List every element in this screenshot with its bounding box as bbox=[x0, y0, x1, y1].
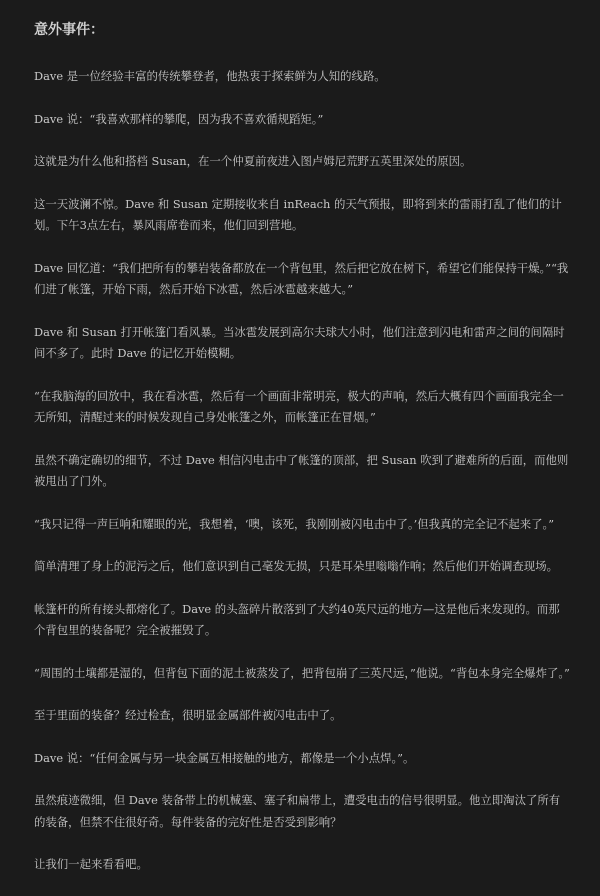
paragraph: 至于里面的装备？经过检查，很明显金属部件被闪电击中了。 bbox=[34, 708, 342, 722]
paragraph: Dave 是一位经验丰富的传统攀登者，他热衷于探索鲜为人知的线路。 bbox=[34, 69, 386, 83]
paragraph: “在我脑海的回放中，我在看冰雹，然后有一个画面非常明亮，极大的声响，然后大概有四个画面我完全一无所知，清醒过来的时候发现自己身处帐篷之外，而帐篷正在冒烟。” bbox=[34, 388, 564, 424]
paragraph: Dave 和 Susan 打开帐篷门看风暴。当冰雹发展到高尔夫球大小时，他们注意到闪电和雷声之间的间隔时间不多了。此时 Dave 的记忆开始模糊。 bbox=[34, 324, 565, 360]
paragraph: “我只记得一声巨响和耀眼的光，我想着，‘噢，该死，我刚刚被闪电击中了。’但我真的完全记不起来了。” bbox=[34, 516, 555, 531]
paragraph: 这一天波澜不惊。Dave 和 Susan 定期接收来自 inReach 的天气预报，即将到来的雷雨打乱了他们的计划。下午3点左右，暴风雨席卷而来，他们回到营地。 bbox=[34, 196, 562, 232]
paragraph: 这就是为什么他和搭档 Susan，在一个仲夏前夜进入图卢姆尼荒野五英里深处的原因。 bbox=[34, 154, 472, 168]
paragraph: 简单清理了身上的泥污之后，他们意识到自己毫发无损，只是耳朵里嗡嗡作响；然后他们开始调查现场。 bbox=[34, 559, 558, 573]
article-title: 意外事件： bbox=[34, 22, 104, 38]
paragraph: Dave 说：“任何金属与另一块金属互相接触的地方，都像是一个小点焊。”。 bbox=[34, 750, 415, 765]
paragraph: 让我们一起来看看吧。 bbox=[34, 857, 148, 871]
paragraph: “周围的土壤都是湿的，但背包下面的泥土被蒸发了，把背包崩了三英尺远，”他说。“背包本身完全爆炸了。” bbox=[34, 665, 570, 680]
paragraph: 虽然不确定确切的细节，不过 Dave 相信闪电击中了帐篷的顶部，把 Susan 吹到了避难所的后面，而他则被甩出了门外。 bbox=[34, 452, 569, 488]
paragraph: Dave 回忆道：“我们把所有的攀岩装备都放在一个背包里，然后把它放在树下，希望它们能保持干燥。”“我们进了帐篷，开始下雨，然后开始下冰雹，然后冰雹越来越大。” bbox=[34, 260, 569, 296]
paragraph: 帐篷杆的所有接头都熔化了。Dave 的头盔碎片散落到了大约40英尺远的地方—这是他后来发现的。而那个背包里的装备呢？完全被摧毁了。 bbox=[34, 601, 560, 637]
paragraph: Dave 说：“我喜欢那样的攀爬，因为我不喜欢循规蹈矩。” bbox=[34, 111, 324, 126]
paragraph: 虽然痕迹微细，但 Dave 装备带上的机械塞、塞子和扁带上，遭受电击的信号很明显。他立即淘汰了所有的装备，但禁不住很好奇。每件装备的完好性是否受到影响？ bbox=[34, 793, 561, 829]
